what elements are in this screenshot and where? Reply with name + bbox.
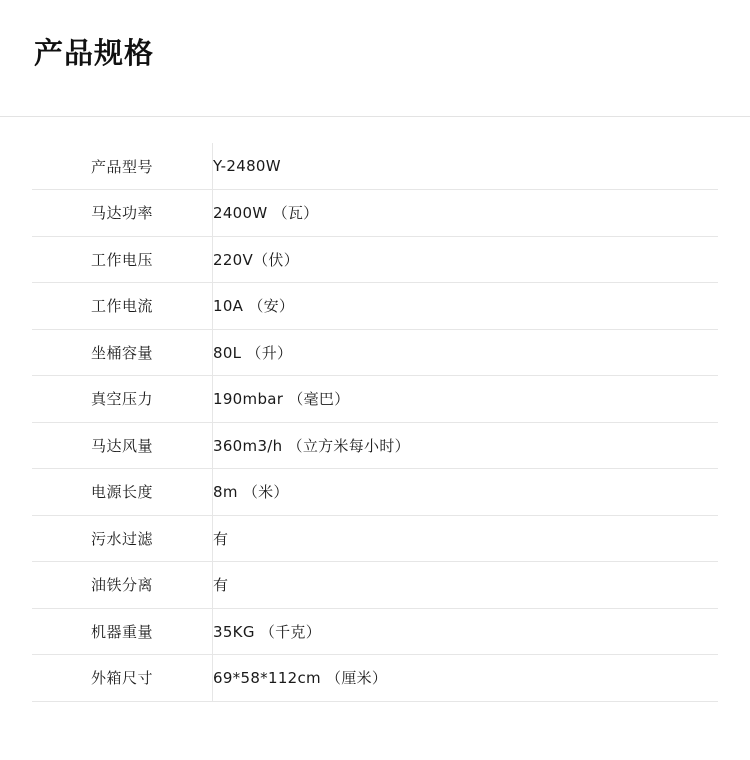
spec-label: 产品型号 [32, 143, 213, 190]
table-row [32, 376, 718, 423]
table-row [32, 422, 718, 469]
spec-label: 油铁分离 [32, 562, 213, 609]
table-row [32, 143, 718, 190]
spec-label: 机器重量 [32, 608, 213, 655]
product-spec-table [32, 143, 718, 702]
table-row [32, 190, 718, 237]
spec-value: 8m （米） [213, 469, 719, 516]
spec-value: 10A （安） [213, 283, 719, 330]
spec-value: 2400W （瓦） [213, 190, 719, 237]
spec-value: 220V（伏） [213, 236, 719, 283]
table-row [32, 469, 718, 516]
spec-label: 马达风量 [32, 422, 213, 469]
page-header [0, 0, 750, 86]
page-title: 产品规格 [34, 36, 155, 70]
spec-value: 有 [213, 515, 719, 562]
spec-value: 360m3/h （立方米每小时） [213, 422, 719, 469]
table-row [32, 283, 718, 330]
table-row [32, 329, 718, 376]
table-row [32, 515, 718, 562]
spec-value: 80L （升） [213, 329, 719, 376]
spec-label: 外箱尺寸 [32, 655, 213, 702]
table-row [32, 655, 718, 702]
spec-value: 35KG （千克） [213, 608, 719, 655]
table-row [32, 608, 718, 655]
spec-table-body [32, 143, 718, 701]
spec-label: 马达功率 [32, 190, 213, 237]
spec-label: 工作电流 [32, 283, 213, 330]
table-row [32, 236, 718, 283]
spec-value: Y-2480W [213, 143, 719, 190]
spec-label: 坐桶容量 [32, 329, 213, 376]
table-row [32, 562, 718, 609]
spec-value: 有 [213, 562, 719, 609]
spec-label: 电源长度 [32, 469, 213, 516]
spec-label: 污水过滤 [32, 515, 213, 562]
spec-value: 69*58*112cm （厘米） [213, 655, 719, 702]
spec-table-container [0, 117, 750, 702]
spec-label: 工作电压 [32, 236, 213, 283]
spec-label: 真空压力 [32, 376, 213, 423]
spec-value: 190mbar （毫巴） [213, 376, 719, 423]
